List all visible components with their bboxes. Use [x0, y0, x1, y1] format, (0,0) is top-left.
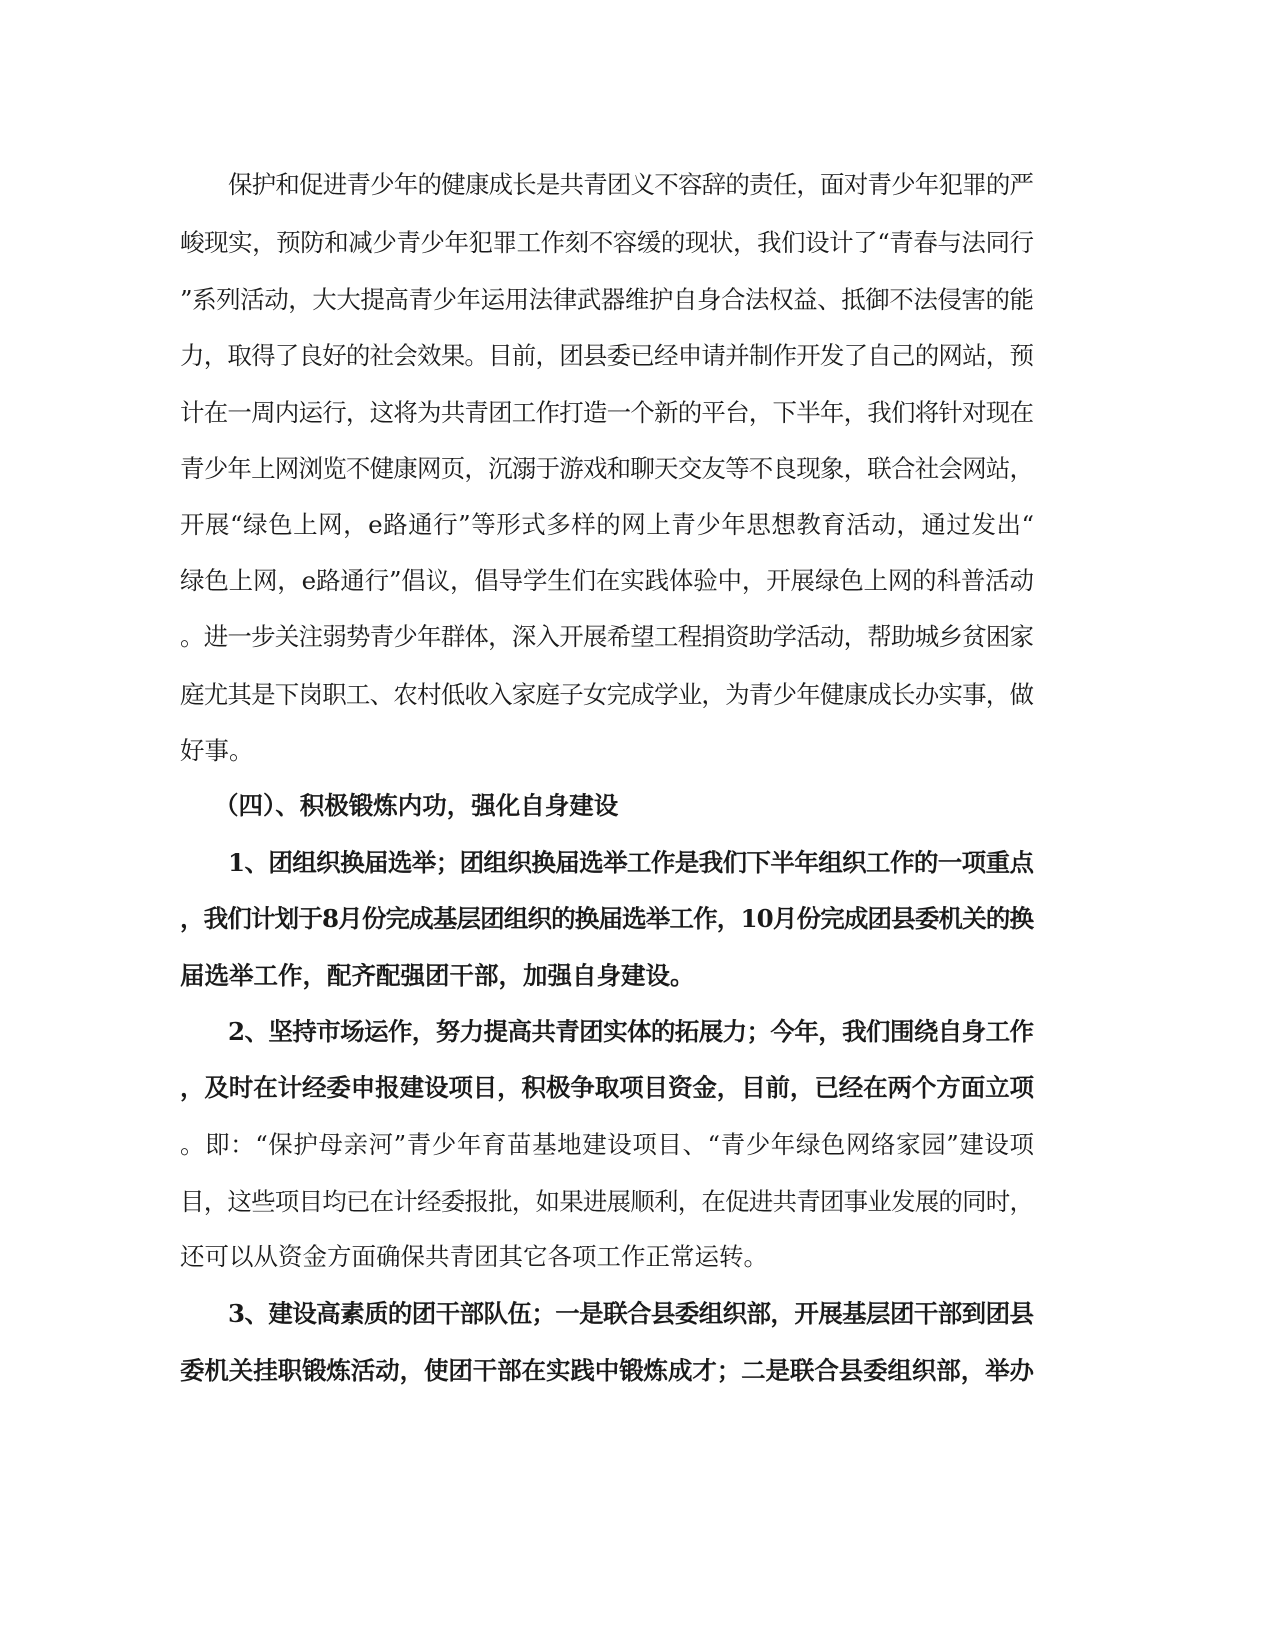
text-line-21: 3、建设高素质的团干部队伍；一是联合县委组织部，开展基层团干部到团县	[228, 1299, 1034, 1328]
text-line-9: 。进一步关注弱势青少年群体，深入开展希望工程捐资助学活动，帮助城乡贫困家	[180, 622, 1034, 651]
text-line-14: ，我们计划于8月份完成基层团组织的换届选举工作，10月份完成团县委机关的换	[180, 904, 1034, 933]
text-line-13: 1、团组织换届选举；团组织换届选举工作是我们下半年组织工作的一项重点	[228, 848, 1034, 877]
text-line-19: 目，这些项目均已在计经委报批，如果进展顺利，在促进共青团事业发展的同时，	[180, 1187, 1034, 1216]
text-line-7: 开展“绿色上网，e路通行”等形式多样的网上青少年思想教育活动，通过发出“	[180, 510, 1035, 539]
text-line-2: 峻现实，预防和减少青少年犯罪工作刻不容缓的现状，我们设计了“青春与法同行	[180, 228, 1034, 257]
text-line-4: 力，取得了良好的社会效果。目前，团县委已经申请并制作开发了自己的网站，预	[180, 341, 1034, 370]
text-line-10: 庭尤其是下岗职工、农村低收入家庭子女完成学业，为青少年健康成长办实事，做	[180, 680, 1034, 709]
section-heading: （四）、积极锻炼内功，强化自身建设	[214, 791, 619, 820]
text-line-1: 保护和促进青少年的健康成长是共青团义不容辞的责任，面对青少年犯罪的严	[228, 170, 1034, 199]
text-line-8: 绿色上网，e路通行”倡议，倡导学生们在实践体验中，开展绿色上网的科普活动	[180, 566, 1034, 595]
text-line-17: ，及时在计经委申报建设项目，积极争取项目资金，目前，已经在两个方面立项	[180, 1073, 1034, 1102]
text-line-18: 。即：“保护母亲河”青少年育苗基地建设项目、“青少年绿色网络家园”建设项	[180, 1130, 1035, 1159]
text-line-6: 青少年上网浏览不健康网页，沉溺于游戏和聊天交友等不良现象，联合社会网站，	[180, 454, 1034, 483]
text-line-11: 好事。	[180, 736, 254, 765]
text-line-5: 计在一周内运行，这将为共青团工作打造一个新的平台，下半年，我们将针对现在	[180, 398, 1034, 427]
text-line-22: 委机关挂职锻炼活动，使团干部在实践中锻炼成才；二是联合县委组织部，举办	[180, 1356, 1034, 1385]
text-line-16: 2、坚持市场运作，努力提高共青团实体的拓展力；今年，我们围绕自身工作	[228, 1017, 1034, 1046]
text-line-3: ”系列活动，大大提高青少年运用法律武器维护自身合法权益、抵御不法侵害的能	[180, 285, 1034, 314]
text-line-15: 届选举工作，配齐配强团干部，加强自身建设。	[180, 961, 695, 990]
text-line-20: 还可以从资金方面确保共青团其它各项工作正常运转。	[180, 1242, 768, 1271]
